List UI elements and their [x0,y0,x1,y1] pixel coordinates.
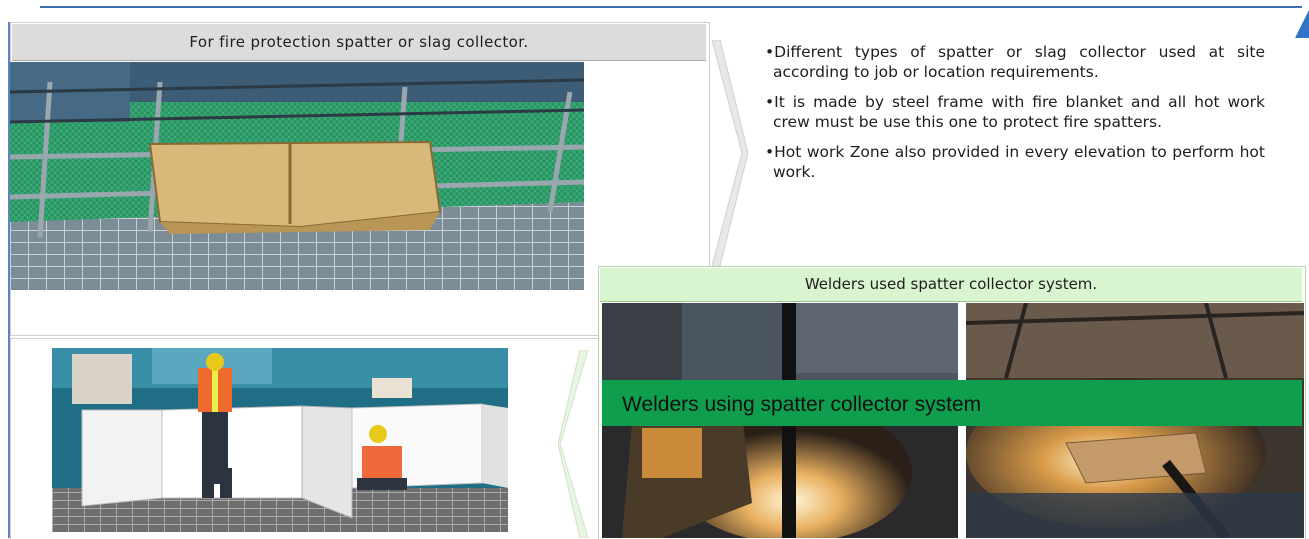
corner-accent [1295,10,1309,38]
bullet-2: •It is made by steel frame with fire blanket and all hot work crew must be use this one to protect fire spatters. [765,93,1265,131]
bullet-3: •Hot work Zone also provided in every elevation to perform hot work. [765,143,1265,181]
chevron-left-icon [558,350,592,538]
bullet-1: •Different types of spatter or slag collector used at site according to job or location requirements. [765,43,1265,81]
hot-work-zone-photo-art [52,348,508,532]
top-panel-caption: For fire protection spatter or slag collector. [12,24,706,61]
chevron-right-icon [712,40,748,266]
hot-work-zone-photo [52,348,508,532]
bullet-list [765,42,1265,192]
slag-collector-photo [10,62,584,290]
slag-collector-photo-art [10,62,584,290]
welders-caption: Welders used spatter collector system. [600,268,1302,302]
welders-banner: Welders using spatter collector system [602,380,1302,426]
slide-top-border [40,6,1302,8]
